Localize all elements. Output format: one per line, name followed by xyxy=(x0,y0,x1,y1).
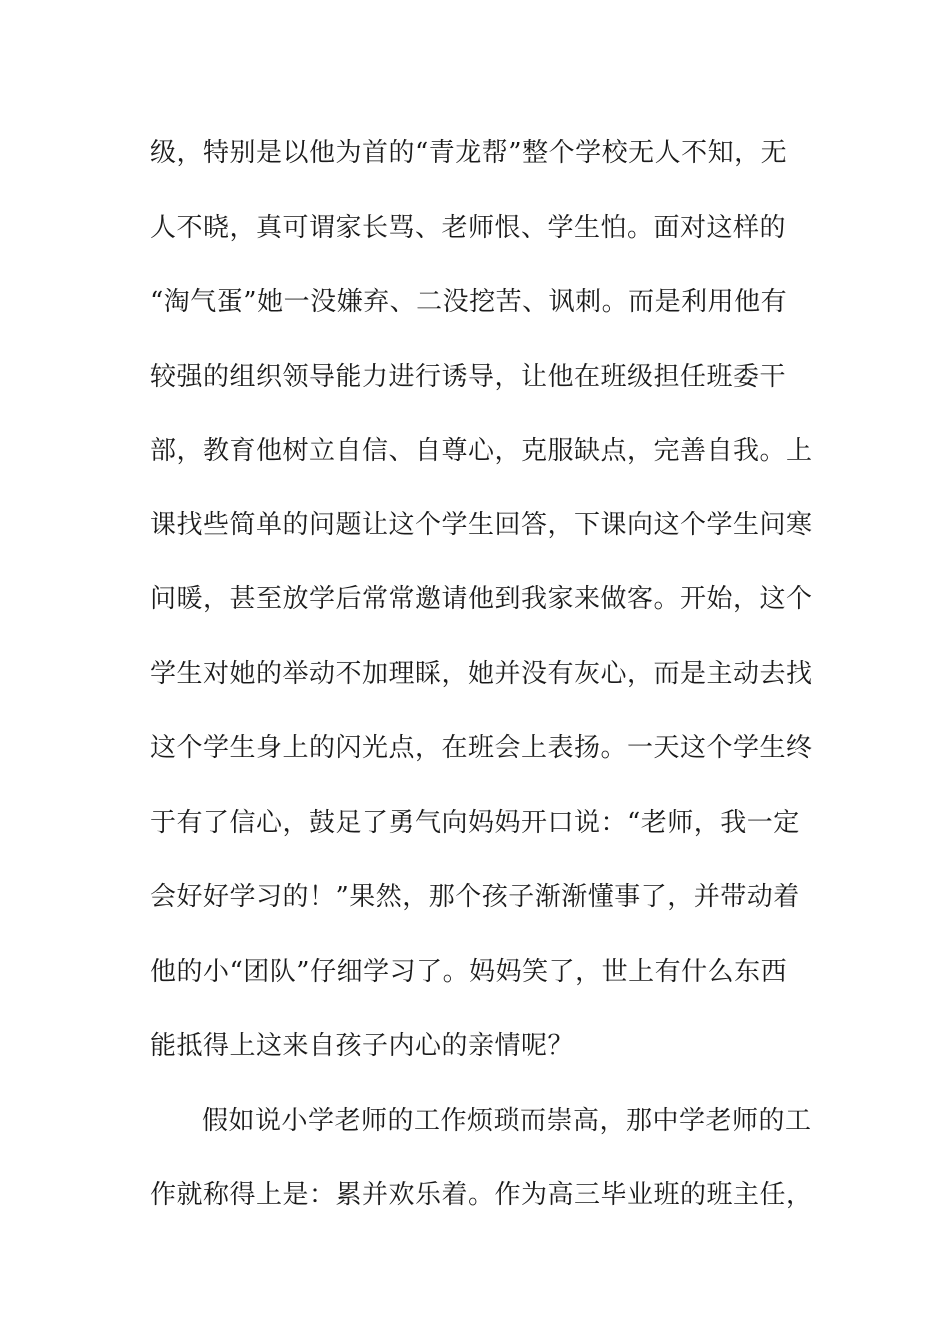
text-line: 于有了信心，鼓足了勇气向妈妈开口说：“老师，我一定 xyxy=(150,808,800,838)
text-line: 他的小“团队”仔细学习了。妈妈笑了，世上有什么东西 xyxy=(150,957,788,987)
text-line: 这个学生身上的闪光点，在班会上表扬。一天这个学生终 xyxy=(150,733,813,763)
text-line: 学生对她的举动不加理睬，她并没有灰心，而是主动去找 xyxy=(150,659,813,689)
text-line: 人不晓，真可谓家长骂、老师恨、学生怕。面对这样的 xyxy=(150,213,787,243)
text-line: 课找些简单的问题让这个学生回答，下课向这个学生问寒 xyxy=(150,510,813,540)
text-line: “淘气蛋”她一没嫌弃、二没挖苦、讽刺。而是利用他有 xyxy=(150,287,788,317)
text-line: 较强的组织领导能力进行诱导，让他在班级担任班委干 xyxy=(150,362,787,392)
text-line: 会好好学习的！”果然，那个孩子渐渐懂事了，并带动着 xyxy=(150,882,800,912)
text-line: 假如说小学老师的工作烦琐而崇高，那中学老师的工 xyxy=(202,1106,812,1136)
text-line: 问暖，甚至放学后常常邀请他到我家来做客。开始，这个 xyxy=(150,584,813,614)
text-line: 部，教育他树立自信、自尊心，克服缺点，完善自我。上 xyxy=(150,436,813,466)
text-line: 级，特别是以他为首的“青龙帮”整个学校无人不知，无 xyxy=(150,138,788,168)
text-line: 作就称得上是：累并欢乐着。作为高三毕业班的班主任， xyxy=(150,1180,813,1210)
text-line: 能抵得上这来自孩子内心的亲情呢？ xyxy=(150,1031,575,1061)
